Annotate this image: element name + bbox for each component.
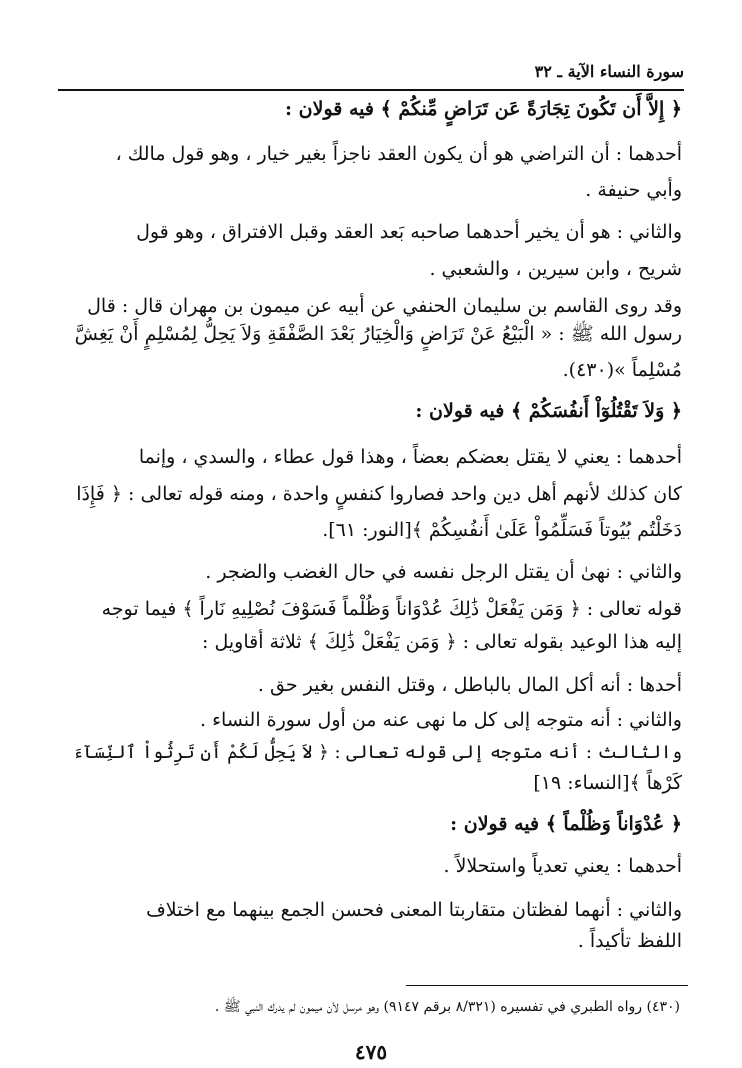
text-line: والثاني : هو أن يخير أحدهما صاحبه بَعد العقد وقبل الافتراق ، وهو قول	[136, 221, 682, 243]
text-line: اللفظ تأكيداً .	[577, 930, 682, 952]
text-line: رسول الله ﷺ : « الْبَيْعُ عَنْ تَرَاضٍ وَالْخِيَارُ بَعْدَ الصَّفْقَةِ وَلاَ يَحِلُّ لِمُسْلِمٍ أَنْ يَغِشَّ	[74, 323, 682, 345]
text-line: أحدهما : يعني تعدياً واستحلالاً .	[443, 855, 682, 877]
text-line: أحدها : أنه أكل المال بالباطل ، وقتل النفس بغير حق .	[257, 674, 682, 696]
text-line: أحدهما : يعني لا يقتل بعضكم بعضاً ، وهذا قول عطاء ، والسدي ، وإنما	[138, 446, 682, 468]
text-line: مُسْلِماً »(٤٣٠).	[562, 359, 682, 381]
text-line: قوله تعالى : ﴿ وَمَن يَفْعَلْ ذَٰلِكَ عُدْوَاناً وَظُلْماً فَسَوْفَ نُصْلِيهِ نَاراً ﴾ فيما توجه	[101, 598, 682, 620]
text-line: وأبي حنيفة .	[585, 179, 682, 201]
running-header: سورة النساء الآية ـ ٣٢	[534, 62, 684, 81]
page-number: ٤٧٥	[354, 1040, 388, 1064]
text-line: أحدهما : أن التراضي هو أن يكون العقد ناجزاً بغير خيار ، وهو قول مالك ،	[115, 143, 682, 165]
text-line: كَرْهاً ﴾[النساء: ١٩]	[533, 772, 682, 794]
text-line: ﴿ إِلاَّ أَن تَكُونَ تِجَارَةً عَن تَرَاضٍ مِّنكُمْ ﴾ فيه قولان :	[285, 98, 682, 120]
footnote-rule	[406, 985, 688, 986]
text-line: شريح ، وابن سيرين ، والشعبي .	[429, 258, 682, 280]
text-line: والثاني : نهىٰ أن يقتل الرجل نفسه في حال الغضب والضجر .	[205, 561, 682, 583]
text-line: كان كذلك لأنهم أهل دين واحد فصاروا كنفسٍ واحدة ، ومنه قوله تعالى : ﴿ فَإِذَا	[76, 483, 682, 505]
text-line: والثاني : أنه متوجه إلى كل ما نهى عنه من أول سورة النساء .	[200, 709, 682, 731]
text-line: ﴿ وَلاَ تَقْتُلُوٓاْ أَنفُسَكُمْ ﴾ فيه قولان :	[415, 400, 682, 422]
text-line: وقد روى القاسم بن سليمان الحنفي عن أبيه عن ميمون بن مهران قال : قال	[87, 295, 682, 317]
text-line: والثاني : أنهما لفظتان متقاربتا المعنى فحسن الجمع بينهما مع اختلاف	[146, 899, 682, 921]
text-line: والثالث : أنه متوجه إلى قوله تعالى : ﴿ لاَ يَحِلُّ لَكُمْ أَن تَرِثُواْ ٱلنِّسَآءَ	[72, 742, 682, 763]
footnote: (٤٣٠) رواه الطبري في تفسيره (٨/٣٢١ برقم ٩١٤٧) وهو مرسل لأن ميمون لم يدرك النبي ﷺ .	[214, 999, 680, 1015]
text-line: إليه هذا الوعيد بقوله تعالى : ﴿ وَمَن يَفْعَلْ ذَٰلِكَ ﴾ ثلاثة أقاويل :	[202, 631, 682, 653]
header-rule	[58, 89, 684, 91]
text-line: دَخَلْتُم بُيُوتاً فَسَلِّمُواْ عَلَىٰ أَنفُسِكُمْ ﴾[النور: ٦١].	[322, 519, 682, 541]
text-line: ﴿ عُدْوَاناً وَظُلْماً ﴾ فيه قولان :	[450, 813, 682, 835]
